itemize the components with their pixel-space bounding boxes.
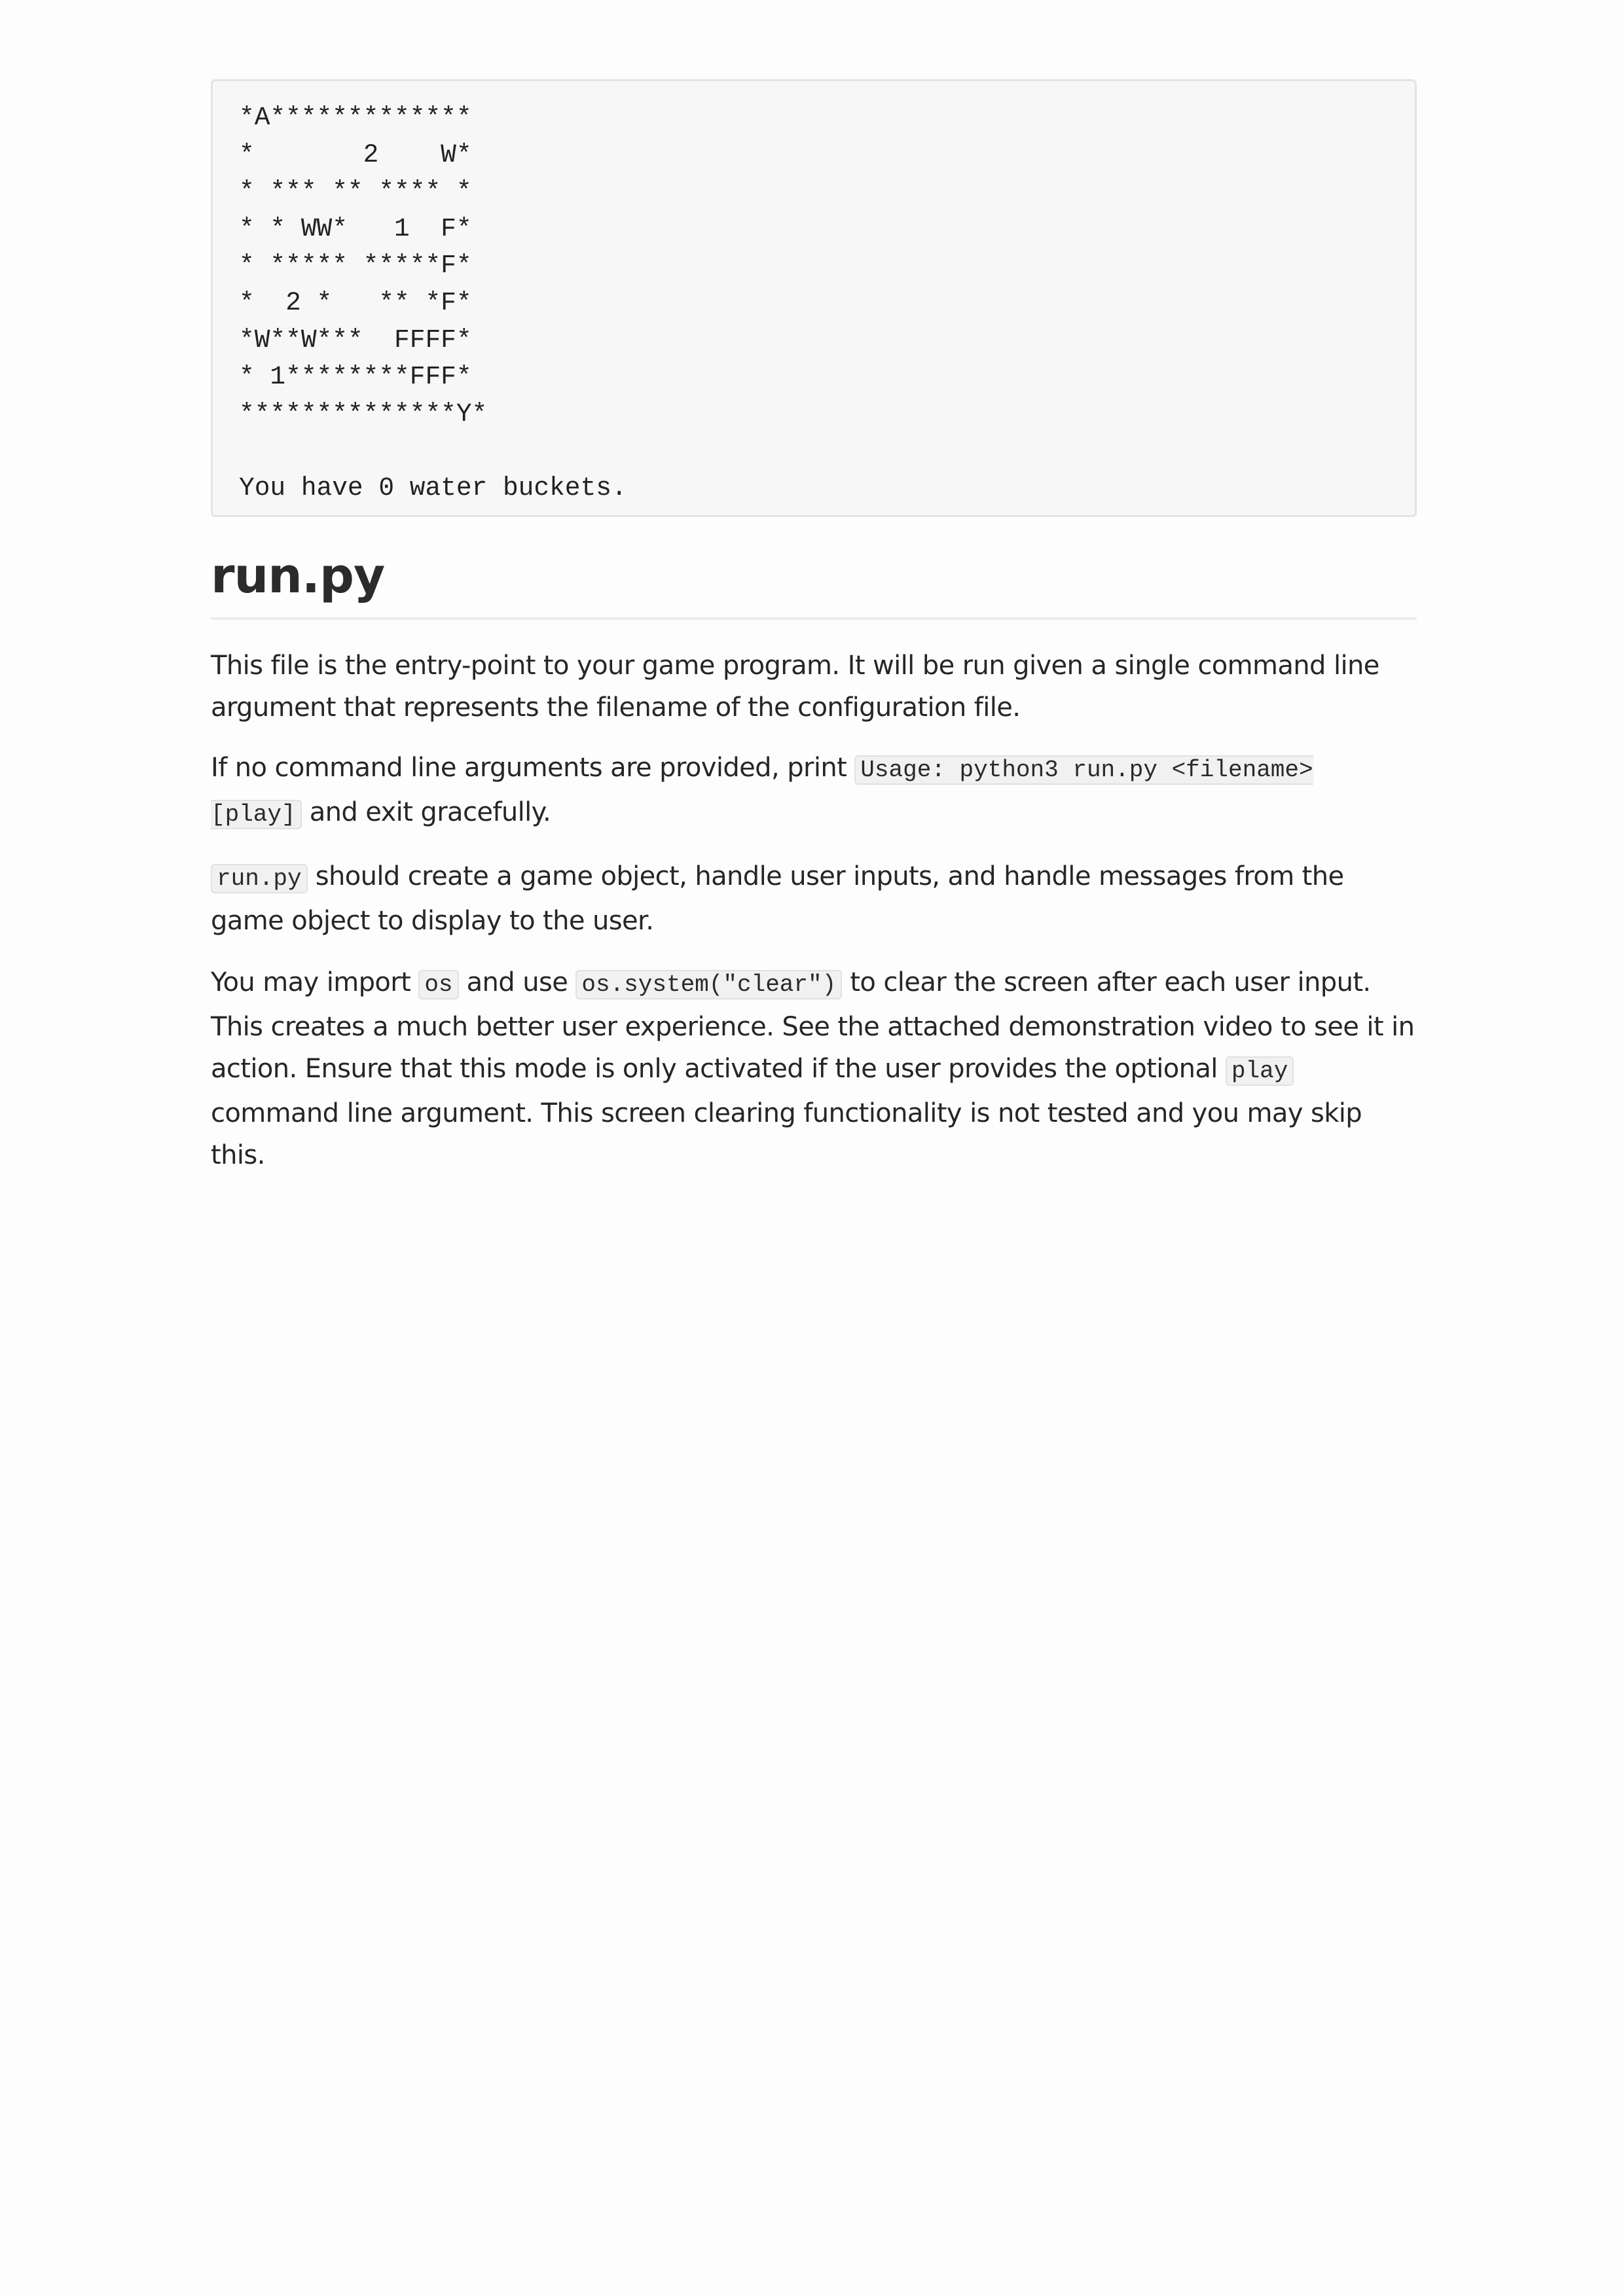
inline-code-os: os: [418, 970, 458, 999]
game-output-text: [239, 99, 1389, 507]
inline-code-os-system: os.system("clear"): [575, 970, 842, 999]
paragraph-text: If no command line arguments are provided, print: [211, 753, 855, 783]
paragraph-usage: [211, 747, 1417, 836]
map-line: * 1********FFF*: [239, 362, 472, 392]
inline-code-usage: Usage: python3 run.py <filename> [play]: [211, 757, 1313, 828]
heading-divider: [211, 617, 1417, 620]
inline-code-play: play: [1226, 1056, 1294, 1086]
paragraph-text: to clear the screen after each user input. This creates a much better user experience. See the attached demonstration video to see it in action. Ensure that this mode is only activated if the user provides the optional: [211, 967, 1415, 1084]
map-line: *A*************: [239, 103, 472, 132]
paragraph-text: and use: [458, 967, 576, 997]
inline-code-run-py: run.py: [211, 864, 308, 893]
map-line: *W**W*** FFFF*: [239, 325, 472, 355]
paragraph-run-py: [211, 855, 1417, 942]
status-line: You have 0 water buckets.: [239, 473, 627, 503]
document-page: [211, 79, 1417, 1176]
section-heading: run.py: [211, 548, 385, 604]
game-output-code-block: [211, 79, 1417, 517]
map-line: **************Y*: [239, 399, 488, 429]
map-line: * * WW* 1 F*: [239, 213, 472, 243]
map-line: * ***** *****F*: [239, 251, 472, 281]
paragraph-screen-clear: [211, 961, 1417, 1176]
map-line: * *** ** **** *: [239, 177, 472, 207]
paragraph-entry-point: This file is the entry-point to your game program. It will be run given a single command line argument that represents the filename of the configuration file.: [211, 651, 1379, 723]
paragraph-text: should create a game object, handle user inputs, and handle messages from the game object to display to the user.: [211, 861, 1344, 936]
paragraph-text: You may import: [211, 967, 419, 997]
paragraph-text: command line argument. This screen clearing functionality is not tested and you may skip this.: [211, 1098, 1362, 1170]
map-line: * 2 * ** *F*: [239, 287, 472, 317]
map-line: * 2 W*: [239, 139, 472, 170]
paragraph-text: and exit gracefully.: [301, 797, 551, 827]
